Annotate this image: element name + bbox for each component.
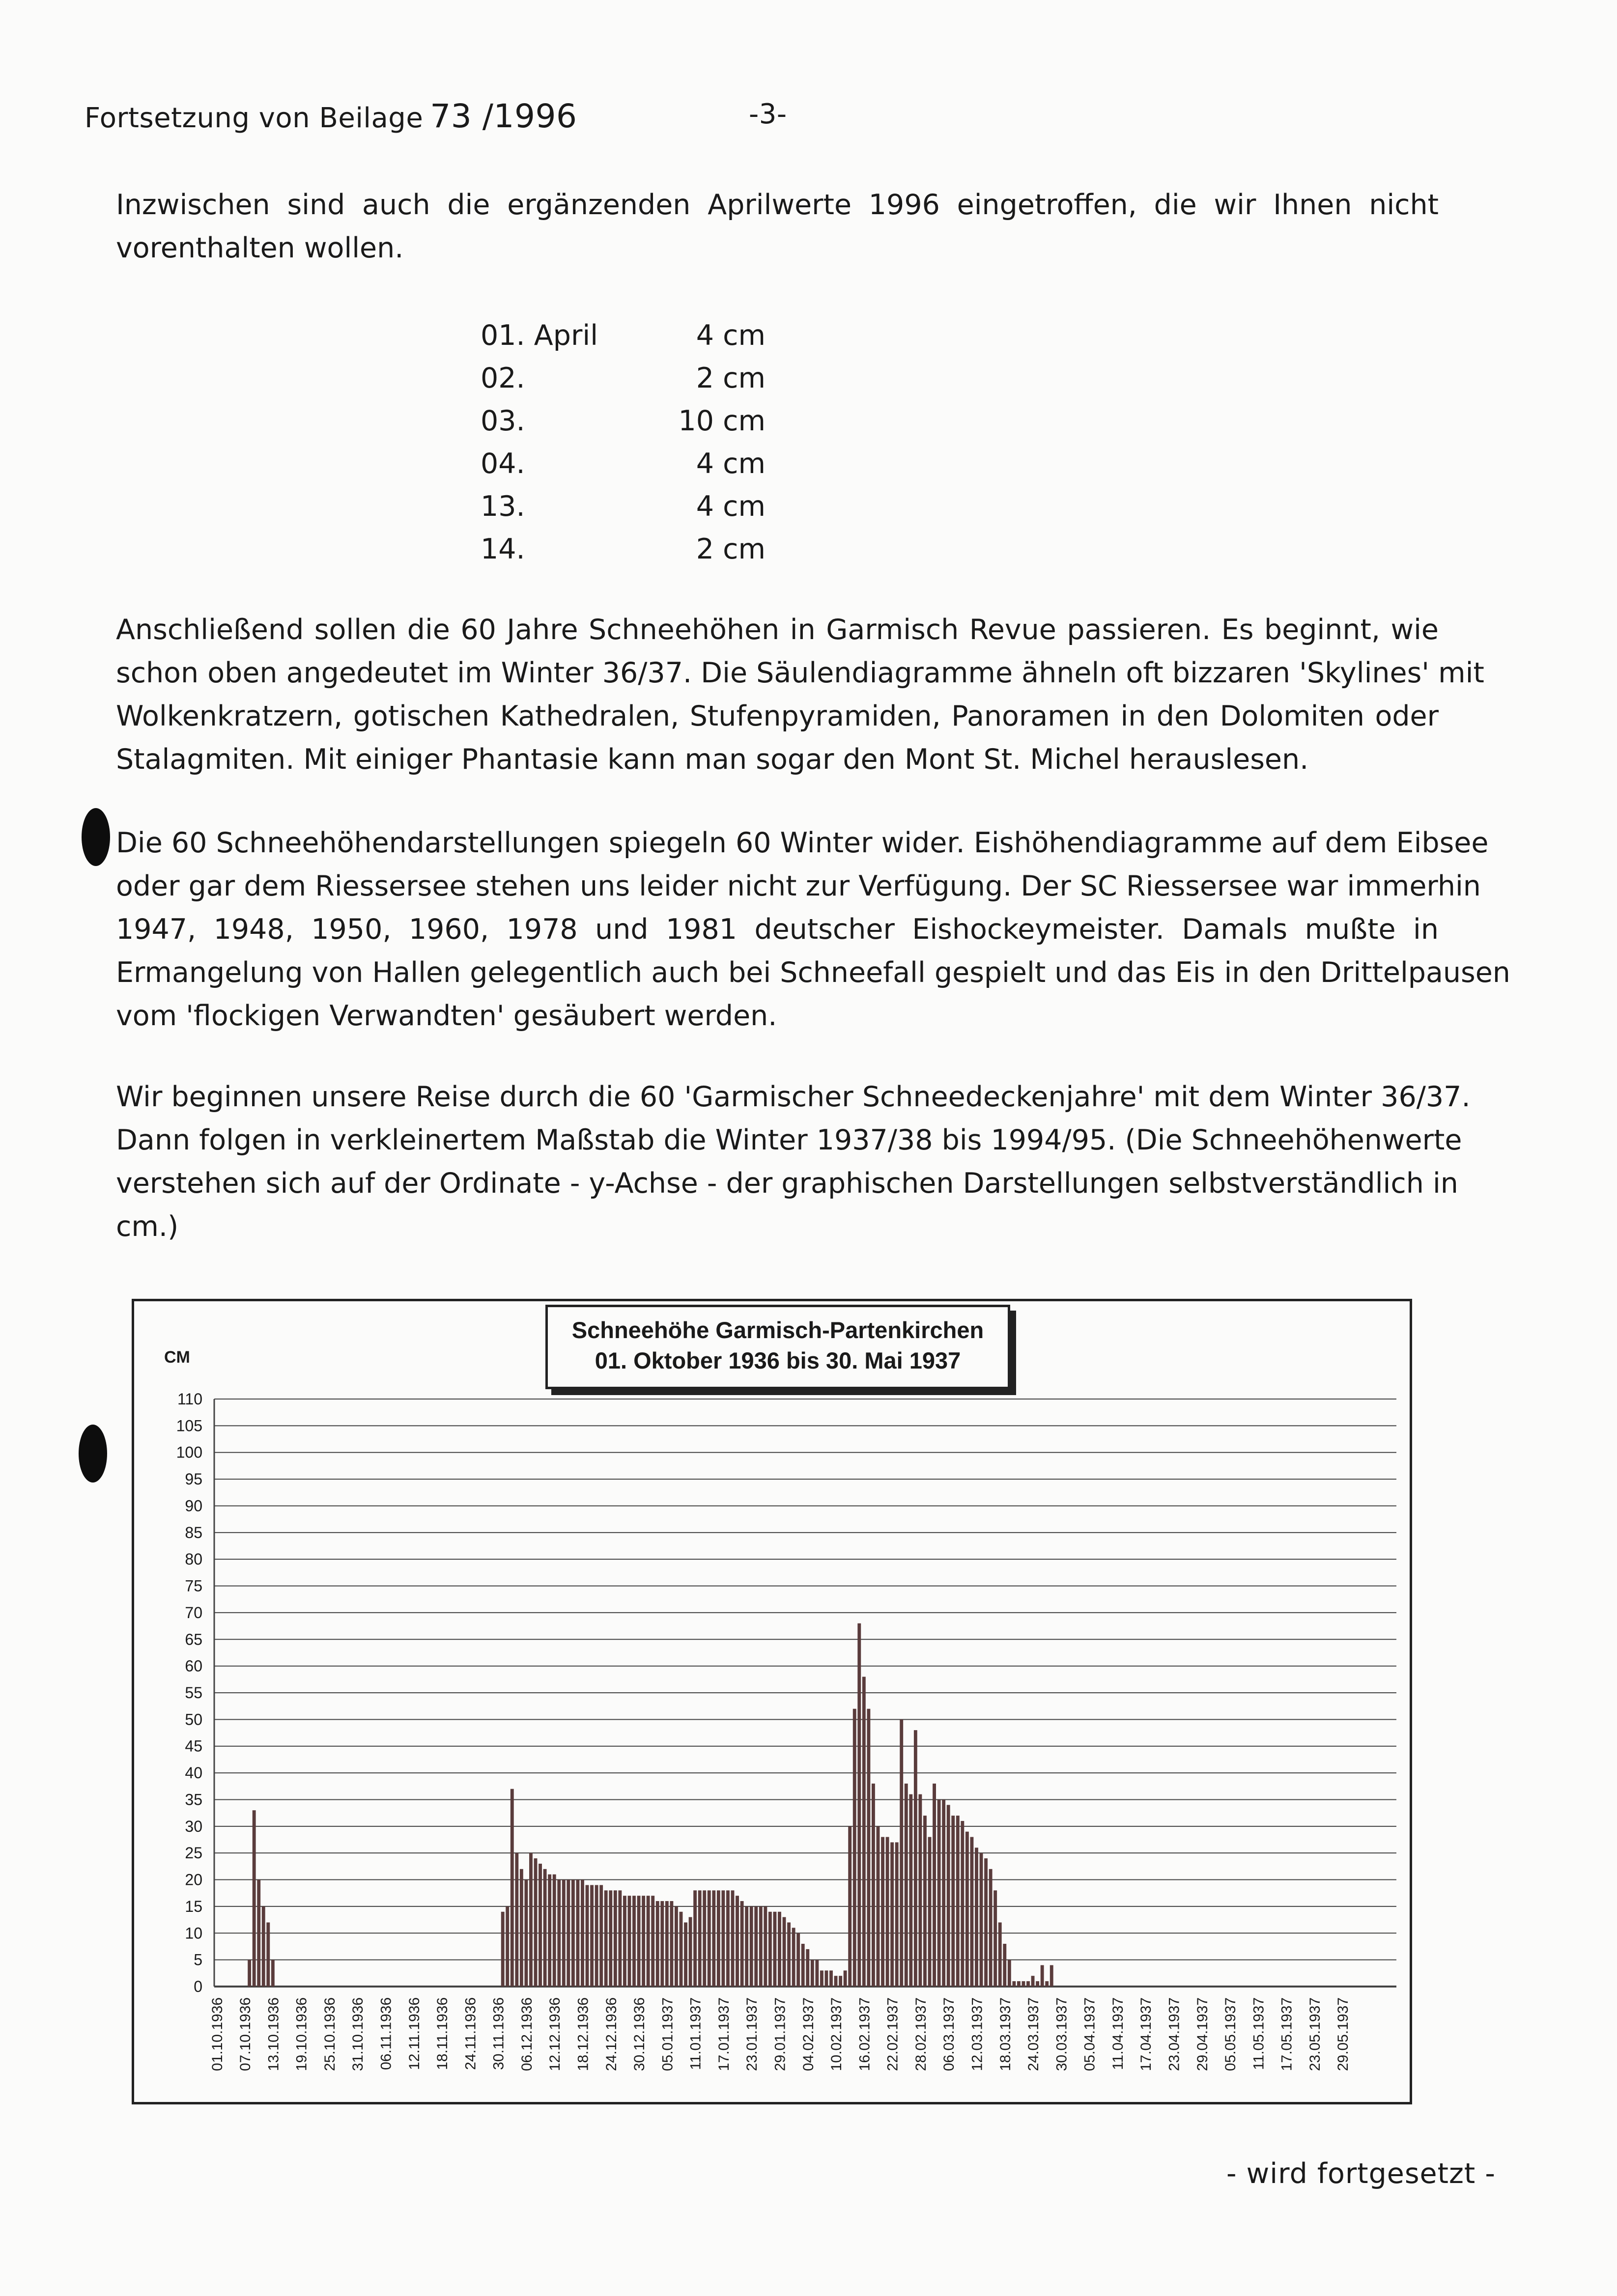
bar <box>750 1906 753 1987</box>
bar <box>984 1858 988 1987</box>
bar <box>787 1923 791 1987</box>
y-tick-label: 105 <box>176 1417 202 1435</box>
bar <box>548 1875 551 1987</box>
text-line: vom 'flockigen Verwandten' gesäubert werden. <box>116 1000 777 1032</box>
x-tick-label: 12.12.1936 <box>547 1997 564 2072</box>
text-line: Ermangelung von Hallen gelegentlich auch bei Schneefall gespielt und das Eis in den Drittelpausen <box>116 956 1510 989</box>
bar <box>651 1896 654 1987</box>
bar <box>511 1789 514 1987</box>
bar <box>980 1853 983 1987</box>
bar <box>975 1848 978 1987</box>
bar <box>956 1816 960 1987</box>
bar <box>740 1901 744 1987</box>
april-date: 14. <box>481 533 525 565</box>
bar <box>778 1912 781 1987</box>
bar <box>567 1880 570 1987</box>
bar <box>562 1880 566 1987</box>
y-tick-label: 65 <box>185 1630 202 1649</box>
bar <box>642 1896 645 1987</box>
x-tick-label: 19.10.1936 <box>293 1997 310 2072</box>
y-axis-unit-label: CM <box>164 1348 190 1367</box>
y-tick-label: 25 <box>185 1844 202 1862</box>
bar <box>942 1799 945 1987</box>
x-tick-label: 23.04.1937 <box>1166 1997 1183 2072</box>
bar <box>1017 1981 1021 1987</box>
april-date: 13. <box>481 490 525 523</box>
bar <box>731 1890 735 1987</box>
bar <box>590 1885 594 1987</box>
y-tick-label: 40 <box>185 1764 202 1782</box>
april-value: 4 cm <box>696 319 766 352</box>
bar <box>670 1901 673 1987</box>
x-tick-label: 05.01.1937 <box>659 1997 676 2072</box>
bar <box>965 1832 969 1987</box>
x-tick-label: 29.01.1937 <box>772 1997 789 2072</box>
x-tick-label: 18.12.1936 <box>575 1997 592 2072</box>
bar <box>506 1906 509 1987</box>
y-tick-label: 60 <box>185 1657 202 1675</box>
bar <box>1031 1976 1035 1987</box>
bar <box>1026 1981 1030 1987</box>
x-tick-label: 30.11.1936 <box>490 1997 507 2070</box>
bar <box>586 1885 589 1987</box>
header-issue: 73 /1996 <box>430 97 577 135</box>
bar <box>970 1837 974 1987</box>
y-tick-label: 100 <box>176 1443 202 1461</box>
text-line: cm.) <box>116 1210 179 1243</box>
bar <box>764 1906 767 1987</box>
text-line: Die 60 Schneehöhendarstellungen spiegeln 60 Winter wider. Eishöhendiagramme auf dem Eibsee <box>116 827 1489 859</box>
text-line: Stalagmiten. Mit einiger Phantasie kann man sogar den Mont St. Michel herauslesen. <box>116 743 1309 776</box>
x-tick-label: 06.12.1936 <box>518 1997 535 2072</box>
bar <box>599 1885 603 1987</box>
bar <box>539 1864 542 1987</box>
bar <box>890 1842 894 1987</box>
bar <box>829 1970 833 1987</box>
x-tick-label: 25.10.1936 <box>321 1997 338 2072</box>
x-tick-label: 07.10.1936 <box>237 1997 254 2072</box>
x-tick-label: 17.01.1937 <box>715 1997 732 2072</box>
bar <box>581 1880 584 1987</box>
bar <box>703 1890 706 1987</box>
bar <box>947 1805 950 1987</box>
y-tick-label: 55 <box>185 1684 202 1702</box>
bar <box>834 1976 838 1987</box>
bar <box>253 1810 256 1987</box>
y-tick-label: 85 <box>185 1523 202 1541</box>
april-date: 04. <box>481 448 525 480</box>
bar <box>754 1906 758 1987</box>
y-tick-label: 95 <box>185 1470 202 1488</box>
bar <box>768 1912 772 1987</box>
bar <box>576 1880 580 1987</box>
bar <box>1022 1981 1025 1987</box>
x-tick-label: 01.10.1936 <box>209 1997 226 2072</box>
y-tick-label: 110 <box>177 1390 202 1408</box>
bar <box>811 1960 814 1987</box>
x-tick-label: 24.12.1936 <box>603 1997 620 2072</box>
bar <box>726 1890 730 1987</box>
x-tick-label: 23.01.1937 <box>744 1997 761 2072</box>
bar <box>783 1917 786 1987</box>
bar <box>801 1944 805 1987</box>
april-value: 10 cm <box>678 405 766 437</box>
bar <box>524 1880 528 1987</box>
bar <box>796 1933 800 1987</box>
bar <box>571 1880 575 1987</box>
bar <box>557 1880 561 1987</box>
bar <box>923 1816 927 1987</box>
bar <box>262 1906 265 1987</box>
text-line: 1947, 1948, 1950, 1960, 1978 und 1981 deutscher Eishockeymeister. Damals mußte in <box>116 913 1439 946</box>
bar <box>1045 1981 1049 1987</box>
x-tick-label: 31.10.1936 <box>350 1997 367 2072</box>
bar <box>712 1890 715 1987</box>
text-line: oder gar dem Riessersee stehen uns leider nicht zur Verfügung. Der SC Riessersee war immerhin <box>116 870 1481 902</box>
bar <box>628 1896 631 1987</box>
bar <box>914 1730 917 1987</box>
x-tick-label: 30.12.1936 <box>631 1997 648 2072</box>
x-tick-label: 12.03.1937 <box>969 1997 986 2072</box>
bar <box>1036 1981 1039 1987</box>
bar <box>825 1970 828 1987</box>
y-tick-label: 10 <box>185 1924 202 1942</box>
x-tick-label: 23.05.1937 <box>1306 1997 1323 2072</box>
bar <box>515 1853 518 1987</box>
bar <box>905 1784 908 1987</box>
bar <box>553 1875 556 1987</box>
bar <box>684 1923 687 1987</box>
y-tick-label: 35 <box>185 1791 202 1809</box>
bar <box>918 1794 922 1987</box>
y-tick-label: 5 <box>194 1951 202 1969</box>
punch-hole <box>79 1425 107 1483</box>
x-tick-label: 28.02.1937 <box>912 1997 929 2072</box>
bar <box>745 1906 748 1987</box>
header-prefix: Fortsetzung von Beilage <box>85 102 424 134</box>
bar <box>886 1837 889 1987</box>
text-line: vorenthalten wollen. <box>116 232 404 264</box>
x-tick-label: 05.05.1937 <box>1222 1997 1239 2072</box>
bar <box>867 1709 870 1987</box>
chart-title-box <box>545 1305 1010 1389</box>
april-value: 4 cm <box>696 490 766 523</box>
bar <box>534 1858 538 1987</box>
bar <box>614 1890 617 1987</box>
bar <box>872 1784 875 1987</box>
bar <box>680 1912 683 1987</box>
x-tick-label: 11.01.1937 <box>687 1997 704 2070</box>
bar <box>993 1890 997 1987</box>
bar <box>721 1890 725 1987</box>
chart-grid <box>214 1399 1396 1987</box>
bar <box>792 1928 795 1987</box>
april-date: 03. <box>481 405 525 437</box>
bar <box>937 1799 941 1987</box>
bar <box>717 1890 720 1987</box>
bar <box>1008 1960 1011 1987</box>
text-line: Dann folgen in verkleinertem Maßstab die Winter 1937/38 bis 1994/95. (Die Schneehöhenwerte <box>116 1124 1462 1156</box>
x-tick-label: 30.03.1937 <box>1053 1997 1070 2072</box>
bar <box>862 1677 866 1987</box>
x-tick-label: 29.05.1937 <box>1335 1997 1352 2072</box>
bar <box>933 1784 936 1987</box>
text-line: Wolkenkratzern, gotischen Kathedralen, Stufenpyramiden, Panoramen in den Dolomiten oder <box>116 700 1439 732</box>
y-tick-label: 15 <box>185 1897 202 1915</box>
bar <box>693 1890 697 1987</box>
april-date: 01. April <box>481 319 598 352</box>
bar <box>698 1890 702 1987</box>
bar <box>623 1896 626 1987</box>
text-line: schon oben angedeutet im Winter 36/37. Die Säulendiagramme ähneln oft bizzaren 'Skylines' mit <box>116 657 1484 689</box>
x-tick-label: 17.05.1937 <box>1278 1997 1295 2072</box>
bar <box>998 1923 1002 1987</box>
bar <box>895 1842 899 1987</box>
bar <box>660 1901 664 1987</box>
x-tick-label: 10.02.1937 <box>828 1997 845 2072</box>
april-value: 2 cm <box>696 362 766 394</box>
bar <box>257 1880 260 1987</box>
bar <box>989 1869 993 1987</box>
bar <box>618 1890 622 1987</box>
bar <box>928 1837 932 1987</box>
y-tick-label: 30 <box>185 1817 202 1835</box>
x-axis-labels <box>209 1997 1351 2071</box>
bar <box>520 1869 523 1987</box>
x-tick-label: 05.04.1937 <box>1081 1997 1098 2072</box>
x-tick-label: 22.02.1937 <box>884 1997 901 2072</box>
bar <box>665 1901 669 1987</box>
x-tick-label: 06.03.1937 <box>941 1997 958 2072</box>
y-tick-label: 50 <box>185 1710 202 1729</box>
bar <box>881 1837 884 1987</box>
y-axis-labels <box>176 1390 202 1995</box>
bar <box>909 1794 912 1987</box>
bar <box>632 1896 636 1987</box>
x-tick-label: 13.10.1936 <box>265 1997 282 2072</box>
bar <box>637 1896 641 1987</box>
x-tick-label: 11.04.1937 <box>1109 1997 1126 2070</box>
bar <box>1003 1944 1006 1987</box>
x-tick-label: 24.03.1937 <box>1025 1997 1042 2072</box>
y-tick-label: 90 <box>185 1497 202 1515</box>
bar <box>877 1826 880 1987</box>
bar <box>857 1624 861 1987</box>
bar <box>248 1960 251 1987</box>
bar <box>543 1869 547 1987</box>
bar <box>773 1912 777 1987</box>
text-line: verstehen sich auf der Ordinate - y-Achse - der graphischen Darstellungen selbstverständlich in <box>116 1167 1458 1200</box>
x-tick-label: 24.11.1936 <box>462 1997 479 2070</box>
x-tick-label: 29.04.1937 <box>1194 1997 1211 2072</box>
bar <box>501 1912 505 1987</box>
text-line: Inzwischen sind auch die ergänzenden Aprilwerte 1996 eingetroffen, die wir Ihnen nicht <box>116 189 1439 221</box>
bar <box>853 1709 856 1987</box>
bar <box>604 1890 608 1987</box>
x-tick-label: 06.11.1936 <box>378 1997 395 2070</box>
bar <box>839 1976 842 1987</box>
bar <box>689 1917 692 1987</box>
bar <box>806 1949 809 1987</box>
bar <box>759 1906 763 1987</box>
x-tick-label: 12.11.1936 <box>406 1997 423 2070</box>
bar <box>961 1821 964 1987</box>
continuation-note: - wird fortgesetzt - <box>1226 2157 1496 2190</box>
bar <box>815 1960 819 1987</box>
x-tick-label: 16.02.1937 <box>856 1997 873 2072</box>
y-tick-label: 45 <box>185 1737 202 1755</box>
bar <box>844 1970 847 1987</box>
bar <box>266 1923 270 1987</box>
x-tick-label: 04.02.1937 <box>800 1997 817 2072</box>
april-value: 2 cm <box>696 533 766 565</box>
bar <box>595 1885 598 1987</box>
y-tick-label: 70 <box>185 1603 202 1622</box>
chart-subtitle: 01. Oktober 1936 bis 30. Mai 1937 <box>595 1347 961 1373</box>
x-tick-label: 18.11.1936 <box>434 1997 451 2070</box>
bar <box>951 1816 955 1987</box>
y-tick-label: 20 <box>185 1871 202 1889</box>
bar <box>1050 1965 1053 1987</box>
chart-title: Schneehöhe Garmisch-Partenkirchen <box>571 1317 984 1343</box>
x-tick-label: 17.04.1937 <box>1138 1997 1155 2072</box>
bar <box>656 1901 659 1987</box>
chart-bars <box>248 1624 1053 1987</box>
bar <box>900 1719 903 1987</box>
page-number: -3- <box>749 98 787 130</box>
y-tick-label: 0 <box>194 1978 202 1995</box>
bar <box>529 1853 533 1987</box>
text-line: Wir beginnen unsere Reise durch die 60 'Garmischer Schneedeckenjahre' mit dem Winter 36/37. <box>116 1081 1471 1113</box>
bar <box>1041 1965 1044 1987</box>
bar <box>1012 1981 1016 1987</box>
text-line: Anschließend sollen die 60 Jahre Schneehöhen in Garmisch Revue passieren. Es beginnt, wie <box>116 614 1439 646</box>
april-date: 02. <box>481 362 525 394</box>
bar <box>271 1960 275 1987</box>
bar <box>675 1906 678 1987</box>
bar <box>609 1890 612 1987</box>
bar <box>820 1970 823 1987</box>
april-value: 4 cm <box>696 448 766 480</box>
bar <box>647 1896 650 1987</box>
x-tick-label: 11.05.1937 <box>1250 1997 1267 2070</box>
x-tick-label: 18.03.1937 <box>997 1997 1014 2072</box>
y-tick-label: 75 <box>185 1577 202 1595</box>
bar <box>736 1896 739 1987</box>
y-tick-label: 80 <box>185 1550 202 1568</box>
bar <box>708 1890 711 1987</box>
bar <box>848 1826 851 1987</box>
